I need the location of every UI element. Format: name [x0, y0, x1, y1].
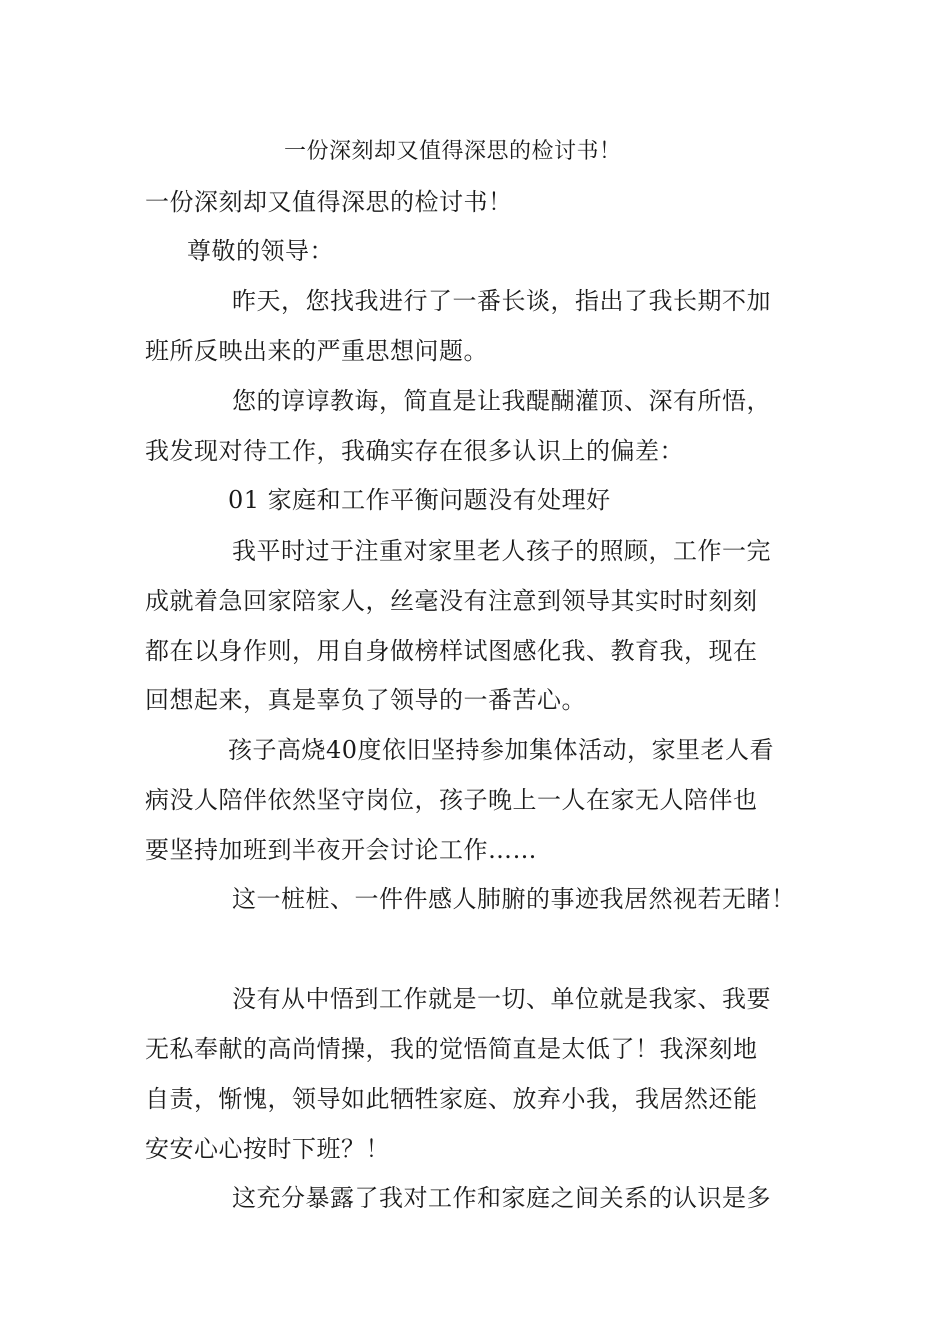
paragraph-line: 您的谆谆教诲，简直是让我醍醐灌顶、深有所悟，: [232, 387, 771, 415]
paragraph-line: 都在以身作则，用自身做榜样试图感化我、教育我，现在: [145, 637, 758, 665]
paragraph-line: 安安心心按时下班？！: [145, 1135, 390, 1163]
document-title: 一份深刻却又值得深思的检讨书！: [284, 139, 622, 164]
paragraph-line: 没有从中悟到工作就是一切、单位就是我家、我要: [232, 985, 771, 1013]
paragraph-line: 无私奉献的高尚情操，我的觉悟简直是太低了！我深刻地: [145, 1035, 758, 1063]
document-heading: 一份深刻却又值得深思的检讨书！: [145, 188, 513, 216]
paragraph-line: 要坚持加班到半夜开会讨论工作……: [145, 836, 537, 864]
section-heading: 01 家庭和工作平衡问题没有处理好: [228, 486, 611, 514]
paragraph-line: 昨天，您找我进行了一番长谈，指出了我长期不加: [232, 287, 771, 315]
paragraph-line: 自责，惭愧，领导如此牺牲家庭、放弃小我，我居然还能: [145, 1085, 758, 1113]
paragraph-line: 这充分暴露了我对工作和家庭之间关系的认识是多: [232, 1184, 771, 1212]
paragraph-line: 我发现对待工作，我确实存在很多认识上的偏差：: [145, 437, 684, 465]
salutation: 尊敬的领导：: [187, 237, 334, 265]
paragraph-line: 回想起来，真是辜负了领导的一番苦心。: [145, 686, 586, 714]
paragraph-line: 病没人陪伴依然坚守岗位，孩子晚上一人在家无人陪伴也: [145, 786, 758, 814]
paragraph-line: 孩子高烧40度依旧坚持参加集体活动，家里老人看: [228, 736, 775, 764]
paragraph-line: 这一桩桩、一件件感人肺腑的事迹我居然视若无睹！: [232, 885, 796, 913]
paragraph-line: 成就着急回家陪家人，丝毫没有注意到领导其实时时刻刻: [145, 587, 758, 615]
paragraph-line: 班所反映出来的严重思想问题。: [145, 337, 488, 365]
paragraph-line: 我平时过于注重对家里老人孩子的照顾，工作一完: [232, 537, 771, 565]
